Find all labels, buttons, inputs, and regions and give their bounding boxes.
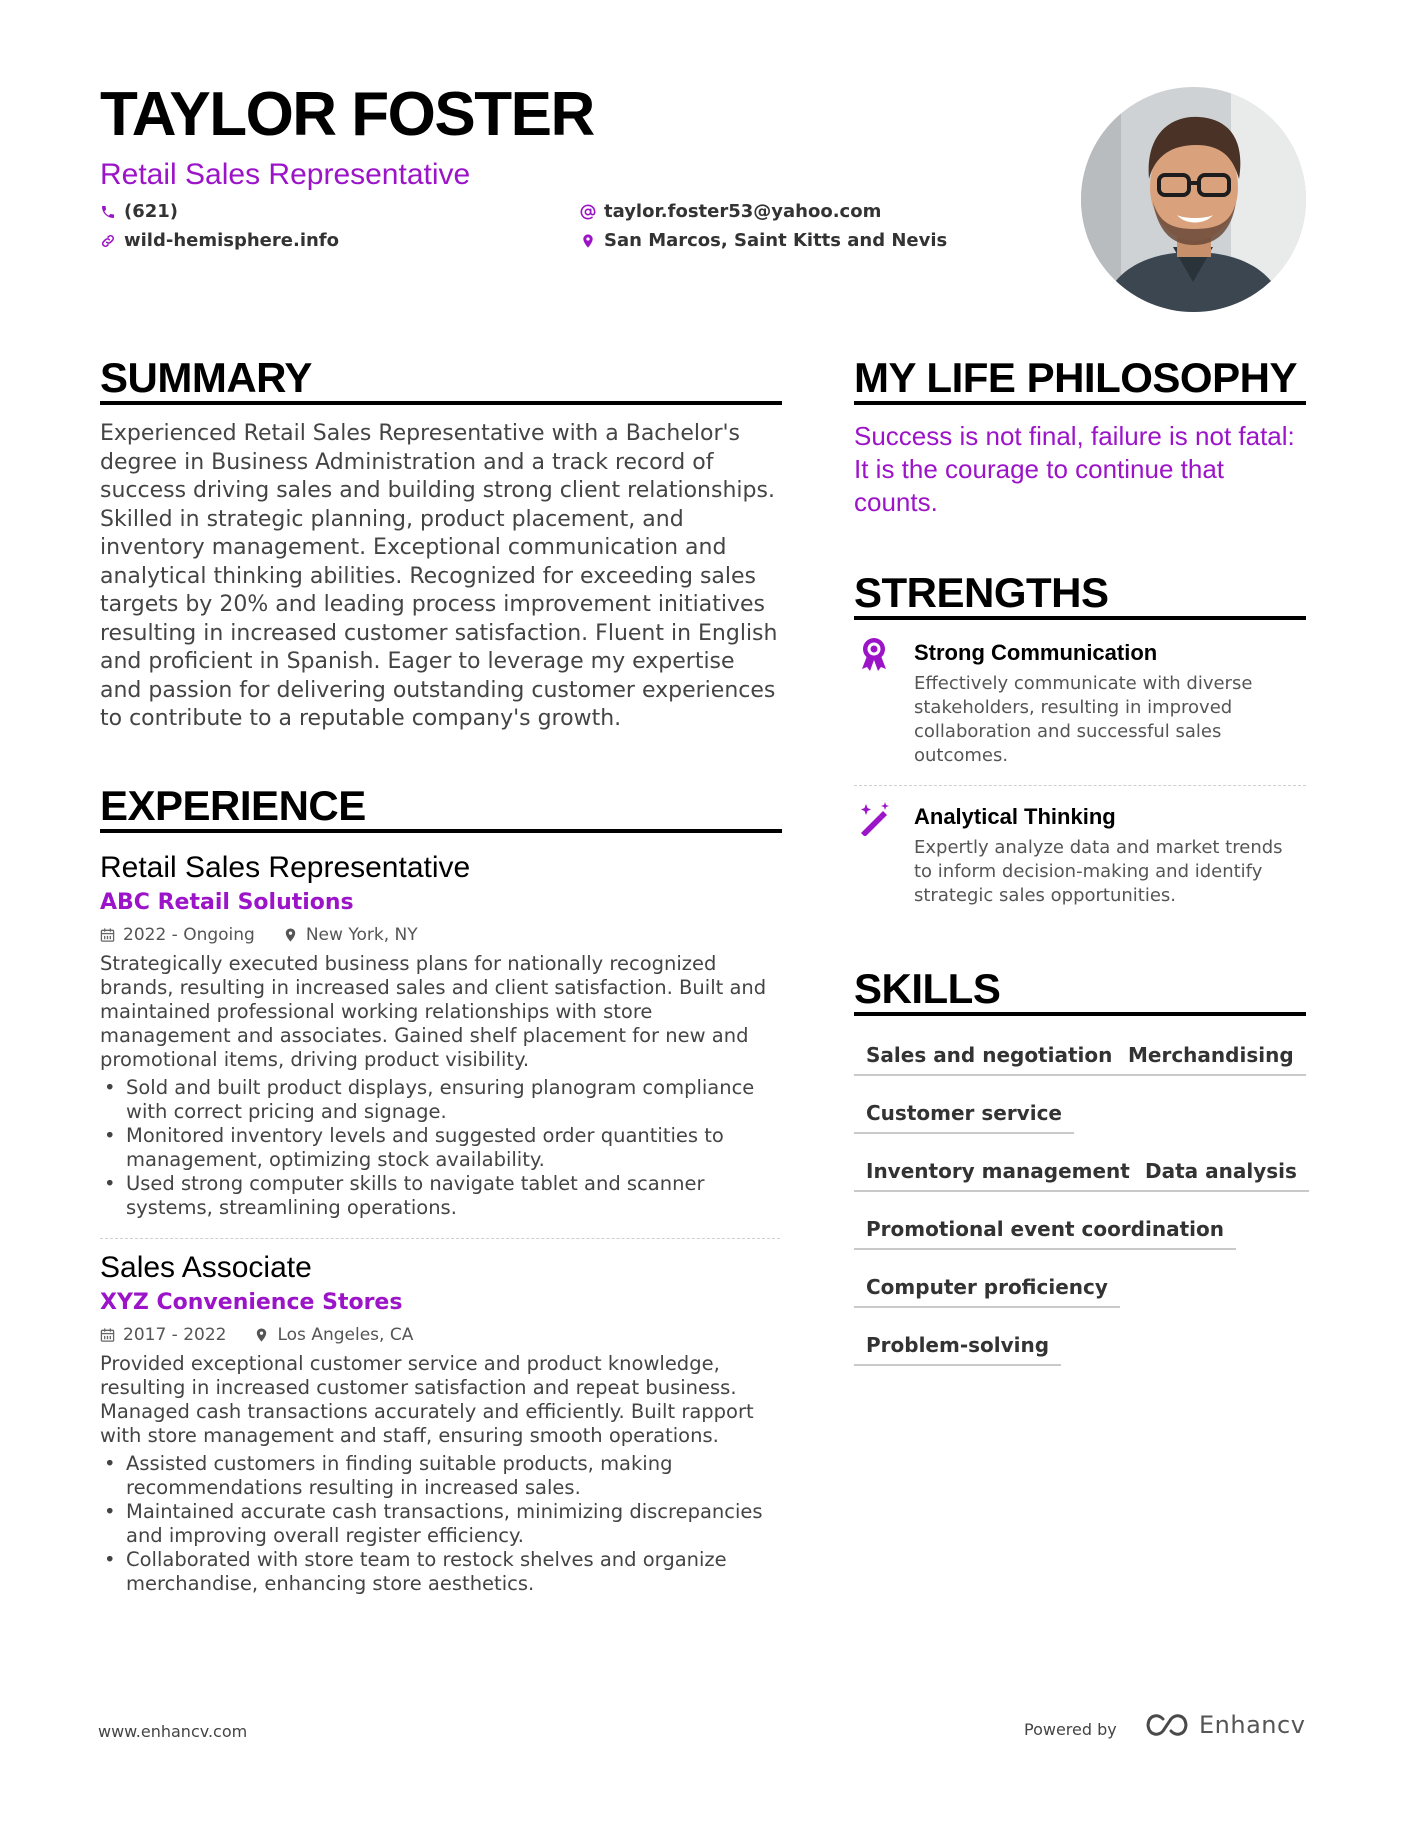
job-title: Sales Associate bbox=[100, 1251, 312, 1284]
experience-divider bbox=[100, 1238, 780, 1239]
strength-description: Effectively communicate with diverse stakeholders, resulting in improved collaboration and successful sales outcomes. bbox=[914, 673, 1253, 766]
skill-tag: Sales and negotiation bbox=[854, 1036, 1124, 1076]
strength-title: Analytical Thinking bbox=[914, 804, 1116, 829]
job-title: Retail Sales Representative bbox=[100, 851, 471, 884]
profile-photo bbox=[1081, 87, 1306, 312]
strengths-heading: STRENGTHS bbox=[854, 569, 1109, 616]
experience-entry bbox=[100, 850, 780, 1220]
skills-rule bbox=[854, 1012, 1306, 1016]
footer-brand-name: Enhancv bbox=[1199, 1711, 1306, 1739]
summary-heading: SUMMARY bbox=[100, 354, 312, 401]
job-description: Provided exceptional customer service and product knowledge, resulting in increased customer satisfaction and repeat business. Managed cash transactions accurately and efficiently. Built rapport with store management and staff, ensuring smooth operations. bbox=[100, 1352, 754, 1447]
contact-website[interactable] bbox=[100, 230, 339, 251]
contact-email[interactable] bbox=[580, 201, 881, 222]
candidate-name: TAYLOR FOSTER bbox=[100, 80, 594, 149]
job-bullet: • Collaborated with store team to restock shelves and organize merchandise, enhancing store aesthetics. bbox=[100, 1548, 780, 1596]
candidate-role: Retail Sales Representative bbox=[100, 158, 471, 191]
job-location: New York, NY bbox=[305, 925, 418, 945]
contact-location-text: San Marcos, Saint Kitts and Nevis bbox=[604, 230, 948, 251]
job-bullets bbox=[100, 1452, 780, 1596]
job-meta bbox=[100, 1324, 780, 1346]
skill-tag: Merchandising bbox=[1116, 1036, 1306, 1076]
summary-text: Experienced Retail Sales Representative with a Bachelor's degree in Business Administration and a track record of success driving sales and building strong client relationships. Skilled in strategic planning, product placement, and inventory management. Exceptional communication and analytical thinking abilities. Recognized for exceeding sales targets by 20% and leading process improvement initiatives resulting in increased customer satisfaction. Fluent in English and proficient in Spanish. Eager to leverage my expertise and passion for delivering outstanding customer experiences to contribute to a reputable company's growth. bbox=[100, 421, 778, 731]
experience-entry bbox=[100, 1250, 780, 1596]
contact-location bbox=[580, 230, 947, 251]
calendar-icon bbox=[100, 927, 115, 943]
phone-icon bbox=[100, 204, 116, 220]
strengths-rule bbox=[854, 616, 1306, 620]
calendar-icon bbox=[100, 1327, 115, 1343]
enhancv-logo-icon bbox=[1143, 1710, 1191, 1740]
contact-phone-text: (621) bbox=[124, 201, 179, 222]
footer-powered-by: Powered by bbox=[1024, 1720, 1117, 1739]
summary-rule bbox=[100, 401, 782, 405]
at-sign-icon bbox=[580, 204, 596, 220]
skill-tag: Promotional event coordination bbox=[854, 1210, 1236, 1250]
philosophy-quote: Success is not final, failure is not fatal: It is the courage to continue that counts. bbox=[854, 421, 1295, 517]
job-bullet: • Monitored inventory levels and suggested order quantities to management, optimizing stock availability. bbox=[100, 1124, 780, 1172]
job-bullet: • Maintained accurate cash transactions, minimizing discrepancies and improving overall register efficiency. bbox=[100, 1500, 780, 1548]
map-pin-icon bbox=[580, 233, 596, 249]
job-bullet: • Used strong computer skills to navigate tablet and scanner systems, streamlining operations. bbox=[100, 1172, 780, 1220]
job-bullet: • Assisted customers in finding suitable products, making recommendations resulting in increased sales. bbox=[100, 1452, 780, 1500]
skill-tag: Problem-solving bbox=[854, 1326, 1061, 1366]
map-pin-icon bbox=[283, 927, 298, 943]
contact-website-text: wild-hemisphere.info bbox=[124, 230, 339, 251]
job-bullet: • Sold and built product displays, ensuring planogram compliance with correct pricing and signage. bbox=[100, 1076, 780, 1124]
footer-brand-logo[interactable] bbox=[1143, 1710, 1305, 1740]
job-company: ABC Retail Solutions bbox=[100, 890, 354, 915]
job-bullets bbox=[100, 1076, 780, 1220]
job-company: XYZ Convenience Stores bbox=[100, 1290, 403, 1315]
philosophy-rule bbox=[854, 401, 1306, 405]
skill-tag: Inventory management bbox=[854, 1152, 1142, 1192]
job-location: Los Angeles, CA bbox=[277, 1325, 414, 1345]
skill-tag: Data analysis bbox=[1133, 1152, 1309, 1192]
strength-title: Strong Communication bbox=[914, 640, 1158, 665]
strength-description: Expertly analyze data and market trends to inform decision-making and identify strategic sales opportunities. bbox=[914, 837, 1283, 906]
job-description: Strategically executed business plans for nationally recognized brands, resulting in increased sales and client satisfaction. Built and maintained professional working relationships with store management and associates. Gained shelf placement for new and promotional items, driving product visibility. bbox=[100, 952, 767, 1071]
magic-wand-icon bbox=[857, 800, 891, 836]
skills-heading: SKILLS bbox=[854, 965, 1001, 1012]
experience-rule bbox=[100, 829, 782, 833]
strength-divider bbox=[854, 785, 1306, 786]
philosophy-heading: MY LIFE PHILOSOPHY bbox=[854, 354, 1297, 401]
skill-tag: Computer proficiency bbox=[854, 1268, 1120, 1308]
contact-email-text: taylor.foster53@yahoo.com bbox=[604, 201, 882, 222]
experience-heading: EXPERIENCE bbox=[100, 782, 366, 829]
job-meta bbox=[100, 924, 780, 946]
footer-website[interactable]: www.enhancv.com bbox=[98, 1722, 248, 1741]
job-dates: 2017 - 2022 bbox=[123, 1325, 227, 1345]
job-dates: 2022 - Ongoing bbox=[123, 925, 255, 945]
contact-phone[interactable] bbox=[100, 201, 178, 222]
map-pin-icon bbox=[254, 1327, 269, 1343]
award-ribbon-icon bbox=[857, 636, 891, 672]
skill-tag: Customer service bbox=[854, 1094, 1074, 1134]
link-icon bbox=[100, 233, 116, 249]
